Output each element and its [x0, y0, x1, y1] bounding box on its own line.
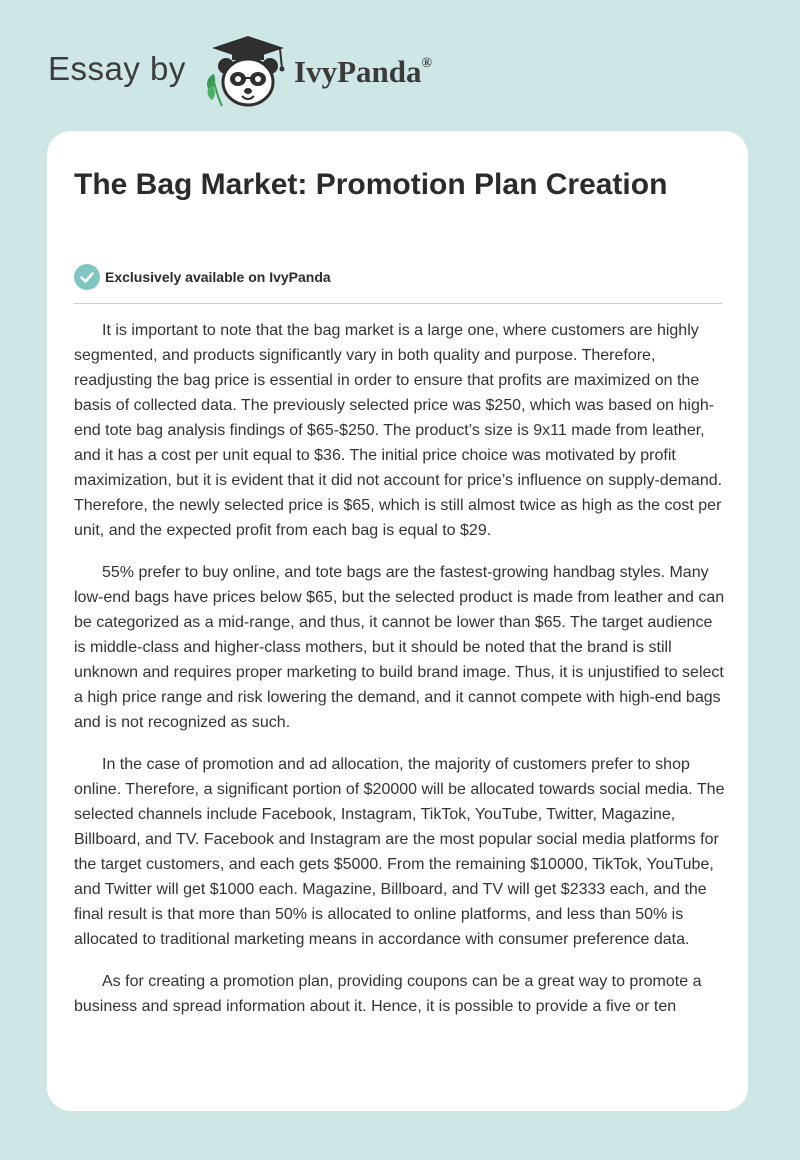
panda-graduate-logo-icon[interactable]	[200, 34, 296, 110]
essay-by-label: Essay by	[48, 50, 186, 87]
site-header	[0, 0, 800, 120]
page-title: The Bag Market: Promotion Plan Creation	[74, 168, 668, 201]
body-paragraph: It is important to note that the bag market is a large one, where customers are highly segmented, and products significantly vary in both quality and purpose. Therefore, readjusting the bag price is essential in order to ensure that profits are maximized on the basis of collected data. The previously selected price was $250, which was based on high-end tote bag analysis findings of $65-$250. The product’s size is 9x11 made from leather, and it has a cost per unit equal to $36. The initial price choice was motivated by profit maximization, but it is evident that it did not account for price’s influence on supply-demand. Therefore, the newly selected price is $65, which is still almost twice as high as the cost per unit, and the expected profit from each bag is equal to $29.	[74, 322, 723, 539]
body-paragraph: 55% prefer to buy online, and tote bags are the fastest-growing handbag styles. Many low-end bags have prices below $65, but the selected product is made from leather and can be categorized as a mid-range, and thus, it cannot be lower than $65. The target audience is middle-class and higher-class mothers, but it should be noted that the brand is still unknown and requires proper marketing to build brand image. Thus, it is unjustified to select a high price range and risk lowering the demand, and it cannot compete with high-end bags and is not recognized as such.	[74, 564, 725, 731]
title-divider	[74, 303, 722, 304]
essay-card	[47, 131, 748, 1111]
essay-body	[74, 318, 726, 1036]
body-paragraph: In the case of promotion and ad allocation, the majority of customers prefer to shop online. Therefore, a significant portion of $20000 will be allocated towards social media. The selected channels include Facebook, Instagram, TikTok, YouTube, Twitter, Magazine, Billboard, and TV. Facebook and Instagram are the most popular social media platforms for the target customers, and each gets $5000. From the remaining $10000, TikTok, YouTube, and Twitter will get $1000 each. Magazine, Billboard, and TV will get $2333 each, and the final result is that more than 50% is allocated to online platforms, and less than 50% is allocated to traditional marketing means in accordance with consumer preference data.	[74, 756, 725, 948]
body-paragraph: As for creating a promotion plan, providing coupons can be a great way to promote a business and spread information about it. Hence, it is possible to provide a five or ten	[74, 973, 702, 1015]
exclusive-badge-text: Exclusively available on IvyPanda	[105, 269, 331, 285]
checkmark-badge-icon	[74, 264, 100, 290]
exclusive-badge	[74, 264, 331, 290]
brand-name[interactable]: IvyPanda®	[294, 54, 432, 89]
registered-mark: ®	[421, 55, 432, 71]
